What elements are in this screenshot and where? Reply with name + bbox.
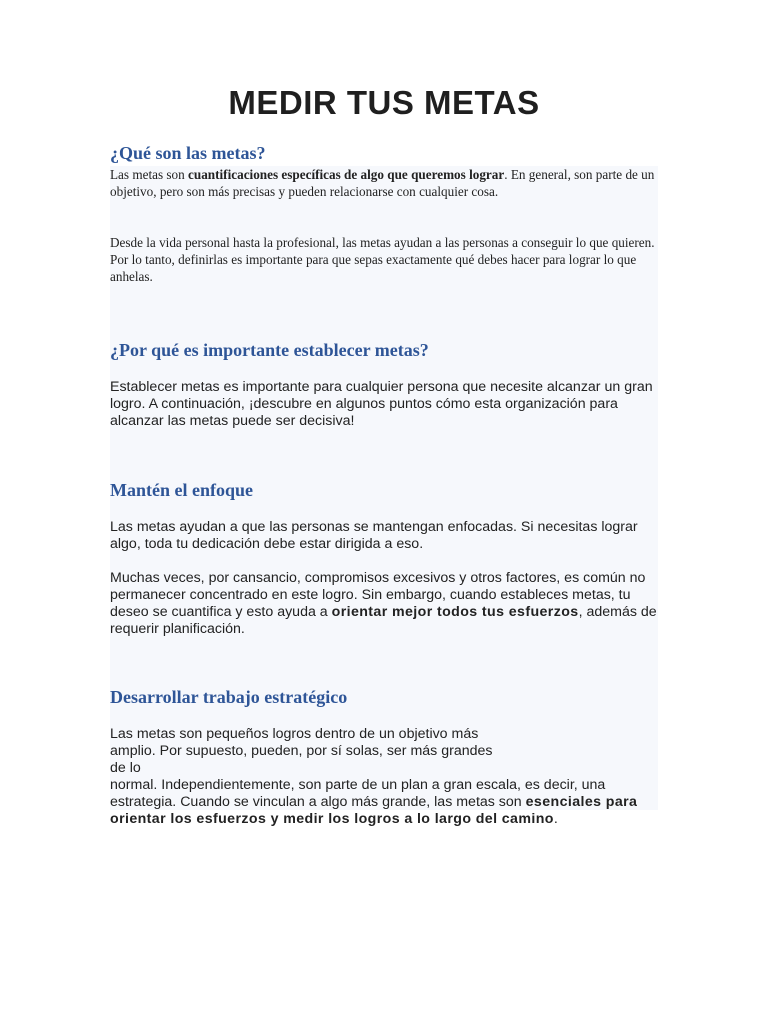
paragraph-strategic-work [110,726,658,828]
paragraph-text: . [553,811,558,827]
section-heading-keep-focus: Mantén el enfoque [110,480,253,500]
paragraph-importance: Establecer metas es importante para cualquier persona que necesite alcanzar un gran logro. A continuación, ¡descubre en algunos puntos cómo esta organización para alcanzar las metas puede ser decisiva! [110,379,653,429]
paragraph-text: . En general, son parte de un objetivo, pero son más precisas y pueden relacionarse con cualquier cosa. [110,167,655,199]
emphasis-text: orientar mejor todos tus esfuerzos [331,604,579,620]
paragraph-focus-intro: Las metas ayudan a que las personas se mantengan enfocadas. Si necesitas lograr algo, toda tu dedicación debe estar dirigida a eso. [110,519,638,552]
page-title: MEDIR TUS METAS [228,84,540,121]
paragraph-text: Muchas veces, por cansancio, compromisos excesivos y otros factores, es común no permanecer concentrado en este logro. Sin embargo, cuando estableces metas, tu deseo se cuantifica y esto ayuda a [110,570,646,620]
section-heading-strategic-work: Desarrollar trabajo estratégico [110,687,348,707]
paragraph-text: Las metas son pequeños logros dentro de un objetivo más amplio. Por supuesto, pueden, por sí solas, ser más grandes de lo [110,726,493,776]
section-heading-what-are-goals: ¿Qué son las metas? [110,143,266,163]
paragraph-text: , además de requerir planificación. [110,604,657,637]
paragraph-goals-definition [110,166,660,200]
paragraph-text: Las metas son [110,167,189,182]
emphasis-text: cuantificaciones específicas de algo que queremos lograr [188,167,505,182]
emphasis-text: esenciales para orientar los esfuerzos y medir los logros a lo largo del camino [110,794,638,827]
section-heading-why-important: ¿Por qué es importante establecer metas? [110,340,429,360]
paragraph-goals-purpose: Desde la vida personal hasta la profesional, las metas ayudan a las personas a conseguir lo que quieren. Por lo tanto, definirlas es importante para que sepas exactamente qué debes hacer para lograr lo que anhelas. [110,235,655,284]
paragraph-text: normal. Independientemente, son parte de un plan a gran escala, es decir, una estrategia. Cuando se vinculan a algo más grande, las metas son [110,777,606,810]
paragraph-focus-detail [110,570,658,638]
